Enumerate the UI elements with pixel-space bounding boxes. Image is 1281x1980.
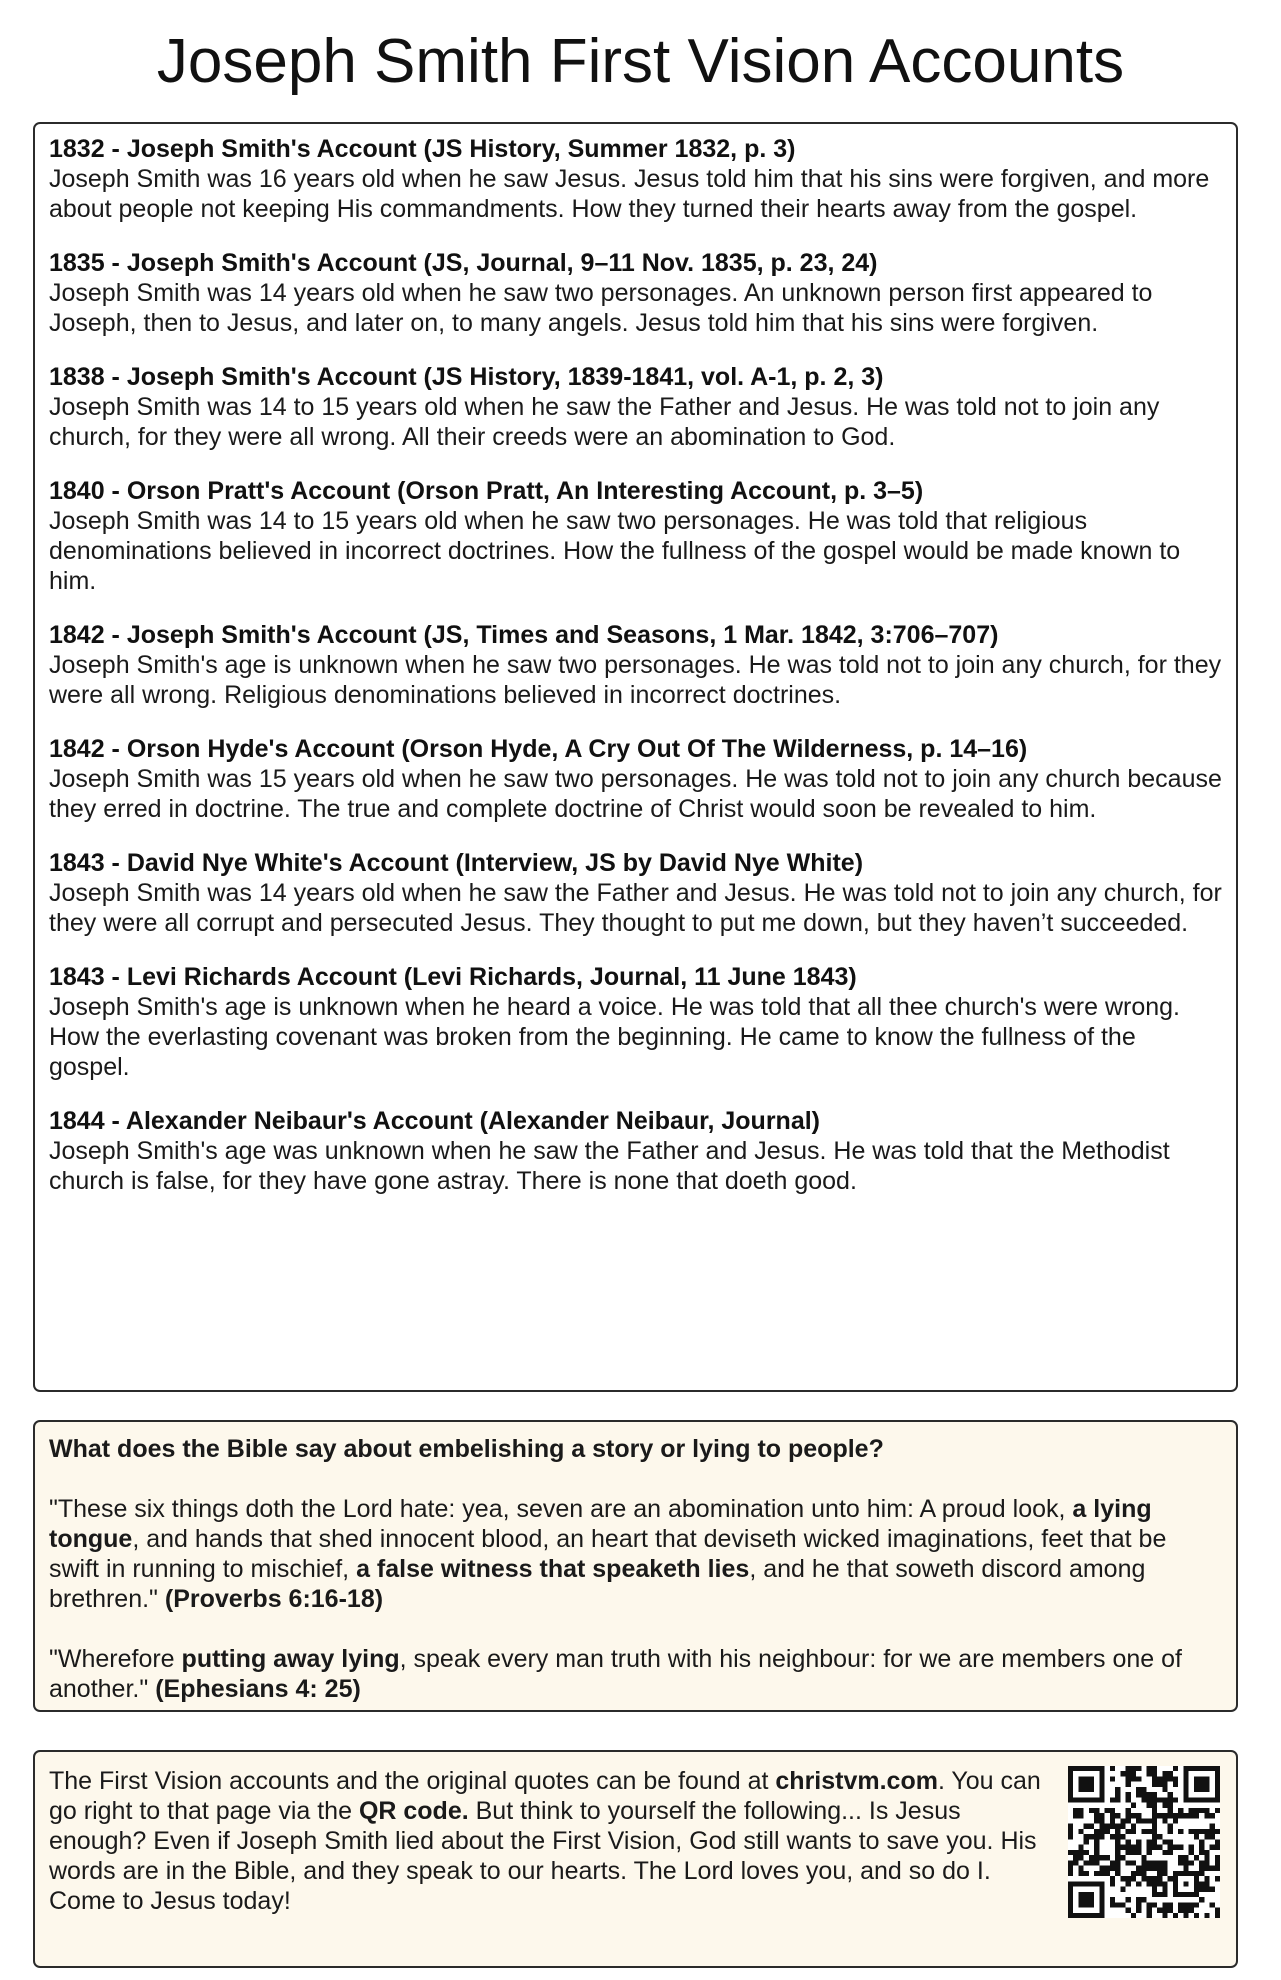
account-heading: 1838 - Joseph Smith's Account (JS History, 1839-1841, vol. A-1, p. 2, 3) [49,363,884,391]
account-text: Joseph Smith's age is unknown when he heard a voice. He was told that all thee church's were wrong. How the everlasting covenant was broken from the beginning. He came to know the fullness of the gospel. [49,993,1181,1081]
account-text: Joseph Smith was 14 to 15 years old when he saw the Father and Jesus. He was told not to join any church, for they were all wrong. All their creeds were an abomination to God. [49,393,1160,451]
verse-emphasis: a false witness that speaketh lies [356,1555,750,1583]
footer-text: But think to yourself the following... Is Jesus enough? Even if Joseph Smith lied about the First Vision, God still wants to save you. His words are in the Bible, and they speak to our hearts. The Lord loves you, and so do I. Come to Jesus today! [49,1797,1037,1915]
qr-code-icon[interactable] [1068,1766,1220,1918]
account-entry [49,848,1222,938]
account-text: Joseph Smith was 14 to 15 years old when he saw two personages. He was told that religious denominations believed in incorrect doctrines. How the fullness of the gospel would be made known to him. [49,507,1181,595]
ephesians-verse [49,1644,1222,1704]
footer-message [49,1766,1049,1916]
verse-emphasis: putting away lying [181,1645,400,1673]
verse-text: , and he that soweth discord among brethren." [49,1555,1146,1613]
account-entry [49,620,1222,710]
account-heading: 1842 - Joseph Smith's Account (JS, Times and Seasons, 1 Mar. 1842, 3:706–707) [49,621,999,649]
qr-label: QR code. [358,1797,469,1825]
verse-text: , and hands that shed innocent blood, an heart that deviseth wicked imaginations, feet that be swift in running to mischief, [49,1525,1167,1583]
account-entry [49,134,1222,224]
proverbs-verse [49,1494,1222,1614]
verse-reference: (Proverbs 6:16-18) [164,1585,384,1613]
verse-text: "These six things doth the Lord hate: yea, seven are an abomination unto him: A proud look, [49,1495,1073,1523]
bible-question: What does the Bible say about embelishing a story or lying to people? [49,1435,884,1463]
verse-reference: (Ephesians 4: 25) [155,1675,361,1703]
account-entry [49,248,1222,338]
accounts-box [33,122,1238,1392]
account-heading: 1835 - Joseph Smith's Account (JS, Journal, 9–11 Nov. 1835, p. 23, 24) [49,249,878,277]
account-text: Joseph Smith was 15 years old when he saw two personages. He was told not to join any church because they erred in doctrine. The true and complete doctrine of Christ would soon be revealed to him. [49,765,1222,823]
account-heading: 1843 - Levi Richards Account (Levi Richards, Journal, 11 June 1843) [49,963,857,991]
footer-box [33,1750,1238,1968]
verse-text: , speak every man truth with his neighbour: for we are members one of another." [49,1645,1182,1703]
account-heading: 1844 - Alexander Neibaur's Account (Alexander Neibaur, Journal) [49,1107,820,1135]
account-entry [49,362,1222,452]
footer-text: . You can go right to that page via the [49,1767,1041,1825]
account-entry [49,1106,1222,1196]
account-entry [49,476,1222,596]
site-link[interactable]: christvm.com [775,1767,938,1795]
account-text: Joseph Smith was 14 years old when he saw two personages. An unknown person first appeared to Joseph, then to Jesus, and later on, to many angels. Jesus told him that his sins were forgiven. [49,279,1153,337]
account-heading: 1840 - Orson Pratt's Account (Orson Pratt, An Interesting Account, p. 3–5) [49,477,924,505]
verse-emphasis: a lying tongue [49,1495,1152,1553]
account-entry [49,734,1222,824]
account-text: Joseph Smith's age is unknown when he saw two personages. He was told not to join any church, for they were all wrong. Religious denominations believed in incorrect doctrines. [49,651,1222,709]
bible-box [33,1420,1238,1712]
account-entry [49,962,1222,1082]
account-text: Joseph Smith was 16 years old when he saw Jesus. Jesus told him that his sins were forgiven, and more about people not keeping His commandments. How they turned their hearts away from the gospel. [49,165,1210,223]
account-heading: 1842 - Orson Hyde's Account (Orson Hyde, A Cry Out Of The Wilderness, p. 14–16) [49,735,1028,763]
footer-text: The First Vision accounts and the original quotes can be found at [49,1767,776,1795]
page-title: Joseph Smith First Vision Accounts [156,27,1125,96]
account-text: Joseph Smith was 14 years old when he saw the Father and Jesus. He was told not to join any church, for they were all corrupt and persecuted Jesus. They thought to put me down, but they haven’t succeeded. [49,879,1222,937]
account-text: Joseph Smith's age was unknown when he saw the Father and Jesus. He was told that the Methodist church is false, for they have gone astray. There is none that doeth good. [49,1137,1170,1195]
verse-text: "Wherefore [49,1645,182,1673]
account-heading: 1843 - David Nye White's Account (Interview, JS by David Nye White) [49,849,864,877]
account-heading: 1832 - Joseph Smith's Account (JS History, Summer 1832, p. 3) [49,135,796,163]
